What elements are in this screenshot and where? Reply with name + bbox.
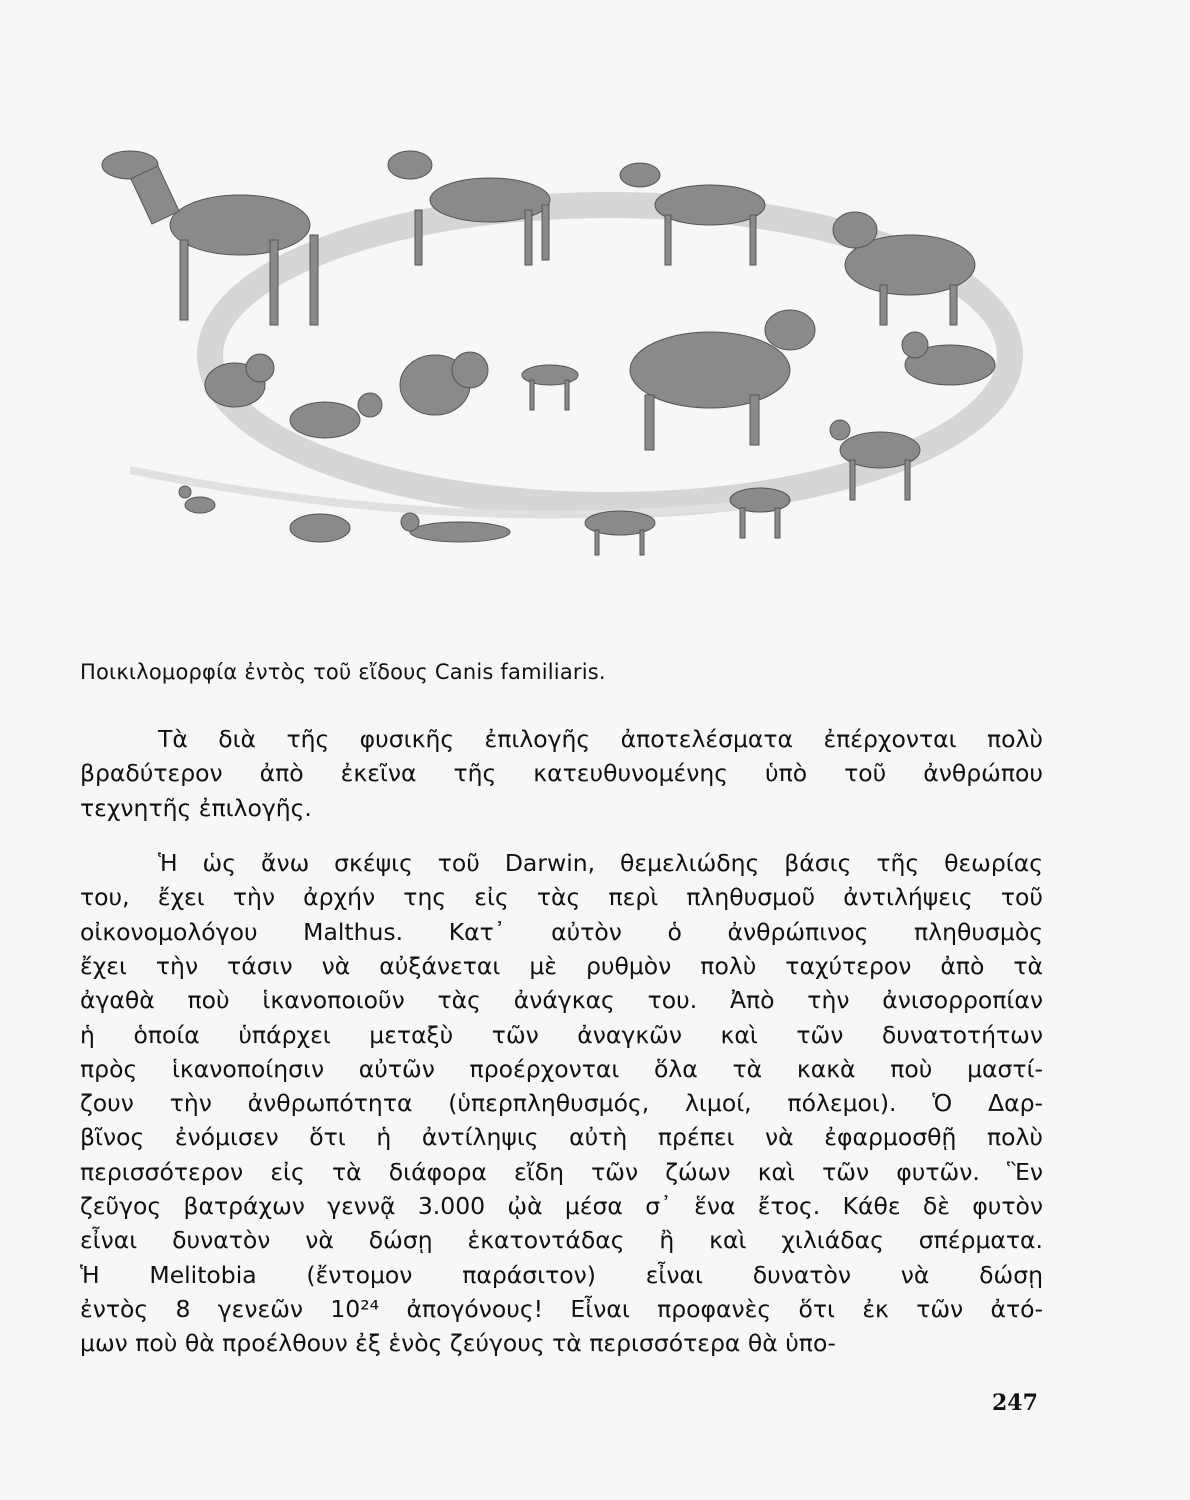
dog-beagle bbox=[730, 488, 790, 538]
text-line: Τὰ διὰ τῆς φυσικῆς ἐπιλογῆς ἀποτελέσματα ἐπέρχονται πολὺ bbox=[158, 725, 1043, 753]
dog-bloodhound bbox=[630, 310, 815, 450]
text-line: πρὸς ἱκανοποίησιν αὐτῶν προέρχονται ὅλα τὰ κακὰ ποὺ μαστί- bbox=[80, 1054, 1043, 1083]
dog-breeds-illustration bbox=[70, 120, 1050, 570]
text-line: Ἡ Melitobia (ἔντομον παράσιτον) εἶναι δυνατὸν νὰ δώσῃ bbox=[80, 1260, 1043, 1289]
text-line: ἀγαθὰ ποὺ ἱκανοποιοῦν τὰς ἀνάγκας του. Ἀπὸ τὴν ἀνισορροπίαν bbox=[80, 986, 1043, 1015]
text-line: περισσότερον εἰς τὰ διάφορα εἴδη τῶν ζώων καὶ τῶν φυτῶν. Ἓν bbox=[80, 1157, 1043, 1186]
page-number: 247 bbox=[992, 1390, 1038, 1416]
dog-greyhound bbox=[102, 151, 318, 325]
text-line: βῖνος ἐνόμισεν ὅτι ἡ ἀντίληψις αὐτὴ πρέπει νὰ ἐφαρμοσθῇ πολὺ bbox=[80, 1123, 1043, 1152]
dog-bulldog bbox=[400, 352, 488, 415]
text-line: ἡ ὁποία ὑπάρχει μεταξὺ τῶν ἀναγκῶν καὶ τῶν δυνατοτήτων bbox=[80, 1020, 1043, 1049]
text-line: μων ποὺ θὰ προέλθουν ἐξ ἑνὸς ζεύγους τὰ περισσότερα θὰ ὑπο- bbox=[80, 1329, 836, 1358]
dog-terrier bbox=[902, 332, 995, 385]
text-line: οἰκονομολόγου Malthus. Κατ᾽ αὐτὸν ὁ ἀνθρώπινος πληθυσμὸς bbox=[80, 917, 1043, 946]
text-line: ἐντὸς 8 γενεῶν 10²⁴ ἀπογόνους! Εἶναι προφανὲς ὅτι ἐκ τῶν ἀτό- bbox=[80, 1294, 1043, 1323]
dog-collie bbox=[833, 212, 975, 325]
text-line: του, ἔχει τὴν ἀρχήν της εἰς τὰς περὶ πληθυσμοῦ ἀντιλήψεις τοῦ bbox=[80, 883, 1043, 912]
dog-spaniel bbox=[290, 393, 382, 438]
dog-pekingese bbox=[290, 514, 350, 542]
dog-whippet bbox=[522, 365, 578, 410]
text-line: ζουν τὴν ἀνθρωπότητα (ὑπερπληθυσμός, λιμοί, πόλεμοι). Ὁ Δαρ- bbox=[80, 1089, 1043, 1118]
figure-caption: Ποικιλομορφία ἐντὸς τοῦ εἴδους Canis familiaris. bbox=[80, 660, 606, 684]
text-line: εἶναι δυνατὸν νὰ δώσῃ ἑκατοντάδας ἢ καὶ χιλιάδας σπέρματα. bbox=[80, 1226, 1043, 1255]
dog-chihuahua bbox=[179, 486, 215, 513]
text-line: Ἡ ὡς ἄνω σκέψις τοῦ Darwin, θεμελιώδης βάσις τῆς θεωρίας bbox=[158, 849, 1043, 877]
dog-breeds-figure bbox=[70, 120, 1050, 570]
text-line: βραδύτερον ἀπὸ ἐκεῖνα τῆς κατευθυνομένης ὑπὸ τοῦ ἀνθρώπου bbox=[80, 759, 1043, 788]
text-line: ἔχει τὴν τάσιν νὰ αὐξάνεται μὲ ρυθμὸν πολὺ ταχύτερον ἀπὸ τὰ bbox=[80, 951, 1043, 980]
dog-shepherd bbox=[388, 151, 550, 265]
text-line: τεχνητῆς ἐπιλογῆς. bbox=[80, 793, 312, 822]
dog-beagle-small bbox=[585, 511, 655, 555]
text-line: ζεῦγος βατράχων γεννᾷ 3.000 ᾠὰ μέσα σ᾽ ἕνα ἔτος. Κάθε δὲ φυτὸν bbox=[80, 1192, 1043, 1220]
